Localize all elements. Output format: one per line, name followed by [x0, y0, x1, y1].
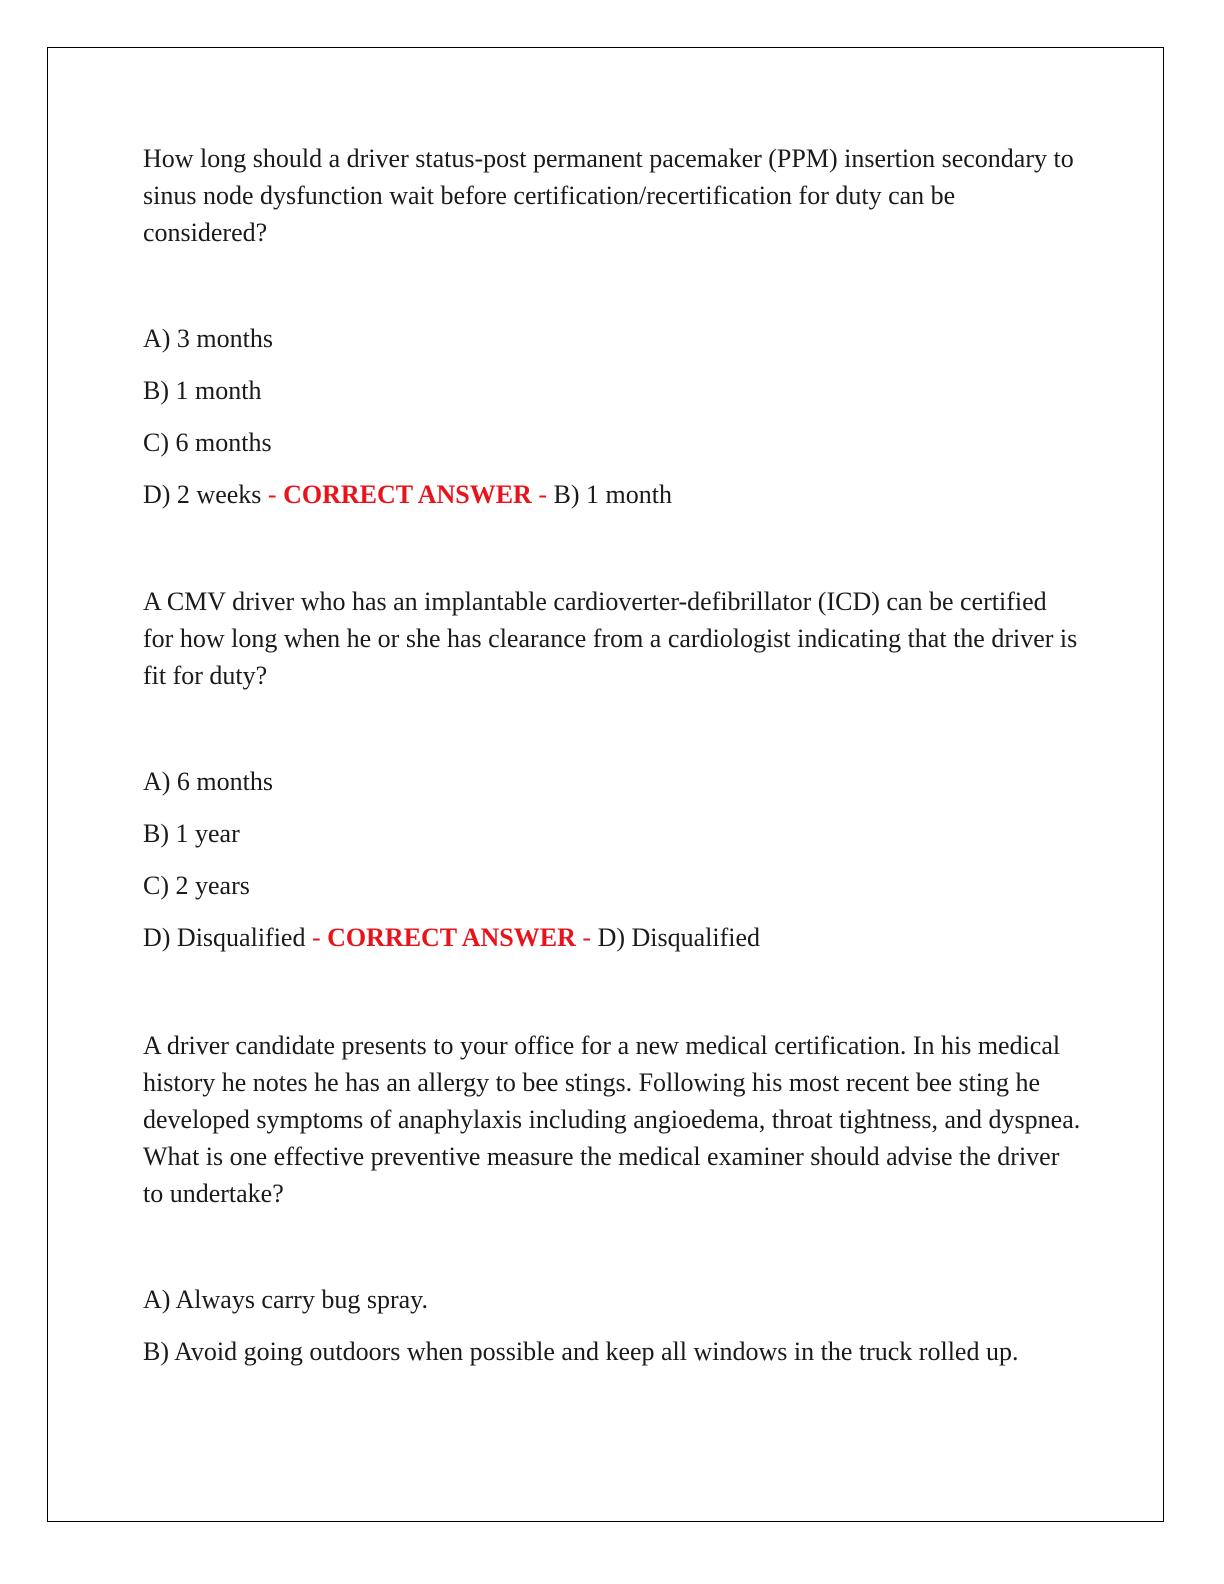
question-1-correct-answer: B) 1 month — [553, 480, 672, 509]
question-2-option-b: B) 1 year — [143, 819, 240, 848]
question-1-option-c: C) 6 months — [143, 428, 272, 457]
question-3-option-a: A) Always carry bug spray. — [143, 1285, 428, 1314]
question-2-option-d — [143, 919, 1083, 956]
question-2-option-a: A) 6 months — [143, 767, 273, 796]
question-1-text: How long should a driver status-post permanent pacemaker (PPM) insertion secondary to sinus node dysfunction wait before certification/recertification for duty can be considered? — [143, 144, 1074, 247]
answer-separator: - — [575, 923, 598, 952]
question-1-option-d-text: D) 2 weeks — [143, 480, 262, 509]
question-1-option-a: A) 3 months — [143, 324, 273, 353]
question-3-option-b: B) Avoid going outdoors when possible and keep all windows in the truck rolled up. — [143, 1337, 1019, 1366]
answer-separator: - — [305, 923, 328, 952]
answer-separator: - — [261, 480, 284, 509]
question-2-options — [143, 763, 1083, 956]
question-3-text: A driver candidate presents to your office for a new medical certification. In his medical history he notes he has an allergy to bee stings. Following his most recent bee sting he developed symptoms of anaphylaxis including angioedema, throat tightness, and dyspnea. What is one effective preventive measure the medical examiner should advise the driver to undertake? — [143, 1031, 1081, 1208]
answer-separator: - — [531, 480, 554, 509]
question-2-option-c: C) 2 years — [143, 871, 250, 900]
correct-answer-label: CORRECT ANSWER — [327, 923, 576, 952]
question-1-options — [143, 320, 1083, 513]
question-1-option-b: B) 1 month — [143, 376, 262, 405]
question-2-option-d-text: D) Disqualified — [143, 923, 306, 952]
question-2-correct-answer: D) Disqualified — [597, 923, 761, 952]
question-3-options — [143, 1281, 1083, 1370]
question-1-option-d — [143, 476, 1083, 513]
correct-answer-label: CORRECT ANSWER — [283, 480, 532, 509]
question-2-text: A CMV driver who has an implantable cardioverter-defibrillator (ICD) can be certified for how long when he or she has clearance from a cardiologist indicating that the driver is fit for duty? — [143, 587, 1078, 690]
